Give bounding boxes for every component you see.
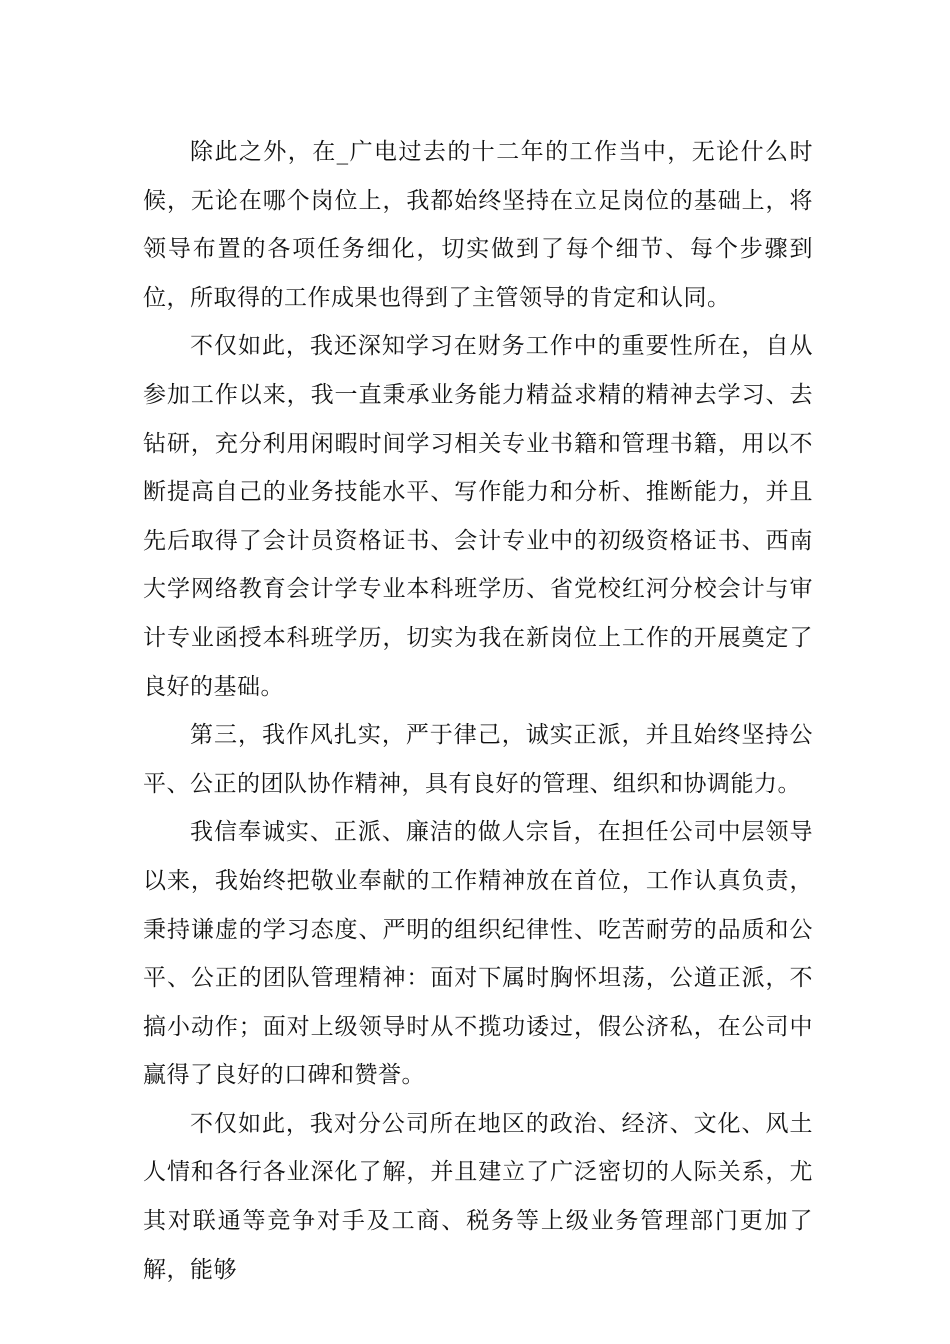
- paragraph-3: 第三，我作风扎实，严于律己，诚实正派，并且始终坚持公平、公正的团队协作精神，具有良好的管理、组织和协调能力。: [143, 722, 813, 797]
- paragraph-2: 不仅如此，我还深知学习在财务工作中的重要性所在，自从参加工作以来，我一直秉承业务能力精益求精的精神去学习、去钻研，充分利用闲暇时间学习相关专业书籍和管理书籍，用以不断提高自己的业务技能水平、写作能力和分析、推断能力，并且先后取得了会计员资格证书、会计专业中的初级资格证书、西南大学网络教育会计学专业本科班学历、省党校红河分校会计与审计专业函授本科班学历，切实为我在新岗位上工作的开展奠定了良好的基础。: [143, 333, 813, 700]
- document-body: [143, 128, 813, 1294]
- paragraph-1: 除此之外，在_广电过去的十二年的工作当中，无论什么时候，无论在哪个岗位上，我都始终坚持在立足岗位的基础上，将领导布置的各项任务细化，切实做到了每个细节、每个步骤到位，所取得的工作成果也得到了主管领导的肯定和认同。: [143, 139, 813, 311]
- paragraph-5: 不仅如此，我对分公司所在地区的政治、经济、文化、风土人情和各行各业深化了解，并且建立了广泛密切的人际关系，尤其对联通等竞争对手及工商、税务等上级业务管理部门更加了解，能够: [143, 1110, 813, 1283]
- paragraph-4: 我信奉诚实、正派、廉洁的做人宗旨，在担任公司中层领导以来，我始终把敬业奉献的工作精神放在首位，工作认真负责，秉持谦虚的学习态度、严明的组织纪律性、吃苦耐劳的品质和公平、公正的团队管理精神：面对下属时胸怀坦荡，公道正派，不搞小动作；面对上级领导时从不揽功诿过，假公济私，在公司中赢得了良好的口碑和赞誉。: [143, 819, 813, 1089]
